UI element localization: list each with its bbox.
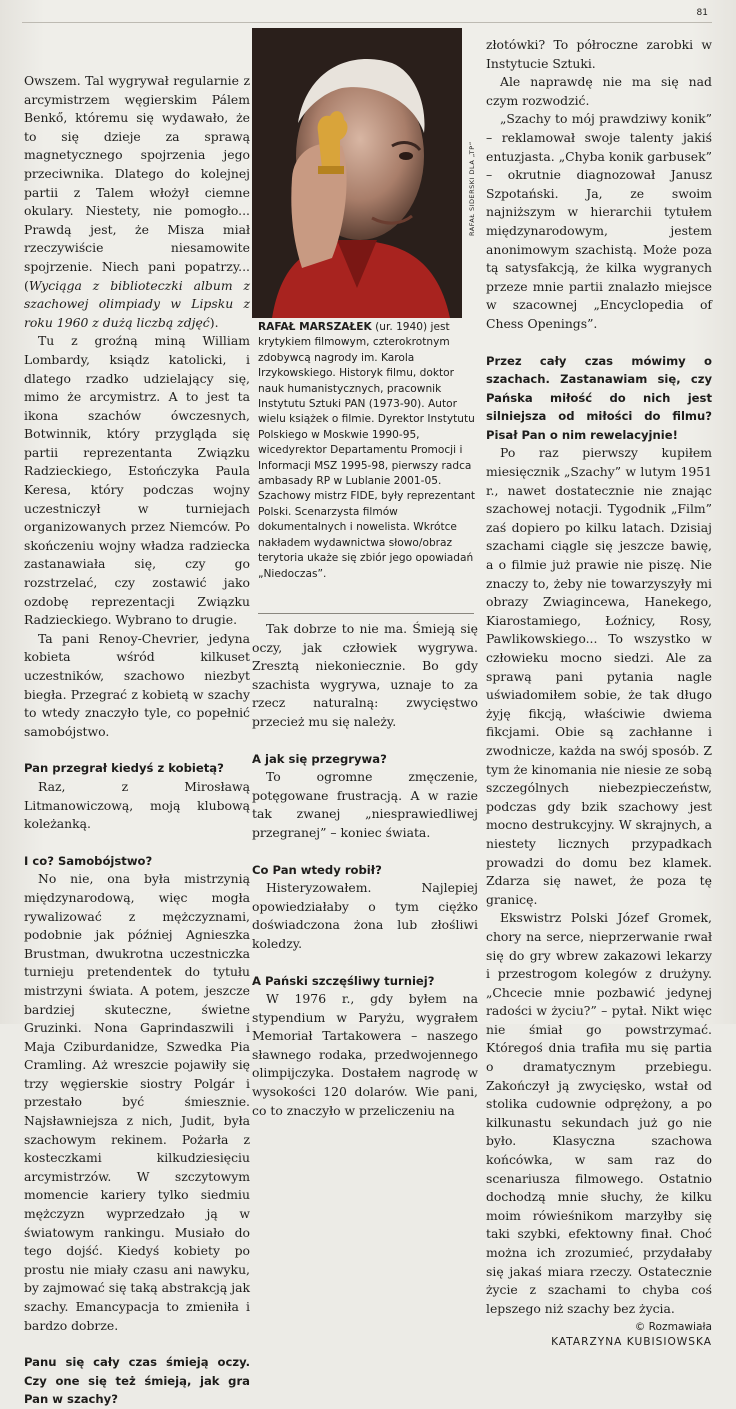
paragraph: złotówki? To półroczne zarobki w Instytucie Sztuki. — [486, 37, 712, 71]
signature-line: © Rozmawiała — [634, 1321, 712, 1334]
portrait-illustration — [252, 28, 462, 318]
paragraph: „Szachy to mój prawdziwy konik” – reklamował swoje talenty jakiś entuzjasta. „Chyba konik garbusek” – okrutnie diagnozował Janusz Szpotański. Ja, ze swoim najniższym w hierarchii tytułem międzynarodowym, jestem anonimowym szachistą. Może poza tą satysfakcją, że kilka wygranych przeze mnie partii znalazło miejsce w szacownej „Encyclopedia of Chess Openings”. — [486, 111, 712, 331]
caption-name: RAFAŁ MARSZAŁEK — [258, 321, 372, 333]
text-column-1 — [24, 72, 250, 1409]
author-name: KATARZYNA KUBISIOWSKA — [551, 1336, 712, 1349]
text-column-3 — [486, 36, 712, 1350]
photo-caption — [258, 320, 480, 582]
interview-answer: Tak dobrze to nie ma. Śmieją się oczy, jak człowiek wygrywa. Zresztą niekoniecznie. Bo gdy szachista wygrywa, uznaje to za rzecz naturalną: zwycięstwo przecież mu się należy. — [252, 621, 478, 729]
text-column-2 — [252, 620, 478, 1120]
interview-answer: Raz, z Mirosławą Litmanowiczową, moją klubową koleżanką. — [24, 778, 250, 832]
interview-answer: Histeryzowałem. Najlepiej opowiedziałaby o tym ciężko doświadczona żona lub złośliwi koledzy. — [252, 880, 478, 951]
interview-question: I co? Samobójstwo? — [24, 853, 153, 868]
interview-question: Panu się cały czas śmieją oczy. Czy one się też śmieją, jak gra Pan w szachy? — [24, 1355, 250, 1407]
interview-question: A Pański szczęśliwy turniej? — [252, 973, 435, 988]
interview-answer: Ekswistrz Polski Józef Gromek, chory na serce, nieprzerwanie rwał się do gry wbrew zakazowi lekarzy i przestrogom kolegów z drużyny. „Chcecie mnie pozbawić jedynej radości w życiu?” – pytał. Nikt więc nie śmiał go powstrzymać. Któregoś dnia trafiła mu się partia o dramatycznym przebiegu. Zakończył ją zwycięsko, wstał od stolika cudownie odprężony, a po kilkunastu sekundach już go nie było. Klasyczna szachowa końcówka, w sam raz do scenariusza filmowego. Ostatnio dochodzą mnie słuchy, że kilku moim rówieśnikom marzyłby się taki szybki, efektowny finał. Choć można ich zrozumieć, przydałaby się jakaś miara rzeczy. Ostatecznie życie z szachami to chyba coś lepszego niż szachy bez życia. — [486, 910, 712, 1316]
interview-question: Przez cały czas mówimy o szachach. Zastanawiam się, czy Pańska miłość do nich jest silniejsza od miłości do filmu? Pisał Pan o nim rewelacyjnie! — [486, 353, 712, 442]
caption-text: (ur. 1940) jest krytykiem filmowym, czterokrotnym zdobywcą nagrody im. Karola Irzykowskiego. Historyk filmu, doktor nauk humanistycznych, pracownik Instytutu Sztuki PAN (1973-90). Autor wielu książek o filmie. Dyrektor Instytutu Polskiego w Moskwie 1990-95, wicedyrektor Departamentu Promocji i Informacji MSZ 1995-98, pierwszy radca ambasady RP w Lublanie 2001-05. Szachowy mistrz FIDE, były reprezentant Polski. Scenarzysta filmów dokumentalnych i nowelista. Wkrótce nakładem wydawnictwa słowo/obraz terytoria ukaże się zbiór jego opowiadań „Niedoczas”. — [258, 321, 476, 580]
header-rule — [22, 22, 712, 23]
interview-question: Pan przegrał kiedyś z kobietą? — [24, 761, 224, 776]
paragraph: Ale naprawdę nie ma się nad czym rozwodzić. — [486, 74, 712, 108]
interview-answer: Po raz pierwszy kupiłem miesięcznik „Szachy” w lutym 1951 r., nawet dostatecznie nie znając szachowej notacji. Tygodnik „Film” zaś dopiero po kilku latach. Dzisiaj szachami ciągle się jeszcze bawię, a o filmie już prawie nie piszę. Nie znaczy to, żeby nie towarzyszyły mi obrazy Zwiagincewa, Hanekego, Kiarostamiego, Łoźnicy, Rosy, Pawlikowskiego... To wszystko w człowieku mocno siedzi. Ale za sprawą pani pytania nagle uświadomiłem sobie, że tak długo żyję fikcją, właściwie dwiema fikcjami. Obie są zachłanne i zwodnicze, każda na swój sposób. Z tym że kinomania nie niesie ze sobą szczególnych niebezpieczeństw, podczas gdy bzik szachowy jest mocno destrukcyjny. W skrajnych, a niestety licznych przypadkach prowadzi do domu bez klamek. Zdarza się nawet, że poza tę granicę. — [486, 445, 712, 907]
interview-answer: W 1976 r., gdy byłem na stypendium w Paryżu, wygrałem Memoriał Tartakowera – naszego sławnego rodaka, przedwojennego olimpijczyka. Dostałem nagrodę w wysokości 120 dolarów. Wie pani, co to znaczyło w przeliczeniu na — [252, 991, 478, 1118]
portrait-photo — [252, 28, 462, 318]
page-number: 81 — [696, 8, 708, 18]
paragraph: Ta pani Renoy-Chevrier, jedyna kobieta wśród kilkuset uczestników, szachowo niezbyt biegła. Przegrać z kobietą w szachy to wtedy znaczyło tyle, co popełnić samobójstwo. — [24, 630, 250, 739]
paragraph: Tu z groźną miną William Lombardy, ksiądz katolicki, i dlatego rzadko udzielający się, mimo że arcymistrz. A to jest ta ikona szachów ówczesnych, Botwinnik, który przygląda się partii reprezentanta Związku Radzieckiego, Estończyka Paula Keresa, który podczas wojny uczestniczył w turniejach organizowanych przez Niemców. Po skończeniu wojny władza radziecka zastanawiała się, czy go rozstrzelać, czy zostawić jako ozdobę reprezentacji Związku Radzieckiego. Wybrano to drugie. — [24, 333, 250, 628]
interview-question: Co Pan wtedy robił? — [252, 862, 382, 877]
interview-answer: To ogromne zmęczenie, potęgowane frustracją. A w razie tak zwanej „niesprawiedliwej przegranej” – koniec świata. — [252, 769, 478, 840]
caption-separator — [258, 613, 474, 614]
interview-question: A jak się przegrywa? — [252, 751, 387, 766]
author-signature — [486, 1320, 712, 1350]
paragraph: Owszem. Tal wygrywał regularnie z arcymistrzem węgierskim Pálem Benkő, któremu się wydawało, że to się dzieje za sprawą magnetycznego spojrzenia jego przeciwnika. Dlatego do kolejnej partii z Talem włożył ciemne okulary. Niestety, nie pomogło... Prawdą jest, że Misza miał rzeczywiście niesamowite spojrzenie. Niech pani popatrzy... (Wyciąga z biblioteczki album z szachowej olimpiady w Lipsku z roku 1960 z dużą liczbą zdjęć). — [24, 73, 250, 330]
stage-direction: Wyciąga z biblioteczki album z szachowej olimpiady w Lipsku z roku 1960 z dużą liczbą zdjęć — [24, 277, 250, 330]
photo-credit: RAFAŁ SIDERSKI DLA „TP” — [468, 141, 476, 236]
interview-answer: No nie, ona była mistrzynią międzynarodową, więc mogła rywalizować z mężczyznami, podobnie jak później Agnieszka Brustman, dwukrotna uczestniczka turnieju pretendentek do tytułu mistrzyni świata. A potem, jeszcze bardziej skuteczne, świetne Gruzinki. Nona Gaprindaszwili i Maja Cziburdanidze, Szwedka Pia Cramling. Aż wreszcie pojawiły się trzy węgierskie siostry Polgár i przestało być śmiesznie. Najsławniejsza z nich, Judit, była szachowym rekinem. Pożarła z kosteczkami kilkudziesięciu arcymistrzów. W szczytowym momencie kariery tylko siedmiu mężczyzn wyprzedzało ją w światowym rankingu. Musiało do tego dojść. Kiedyś kobiety po prostu nie miały czasu ani nawyku, by zajmować się taką abstrakcją jak szachy. Emancypacja to zmieniła i bardzo dobrze. — [24, 871, 250, 1333]
